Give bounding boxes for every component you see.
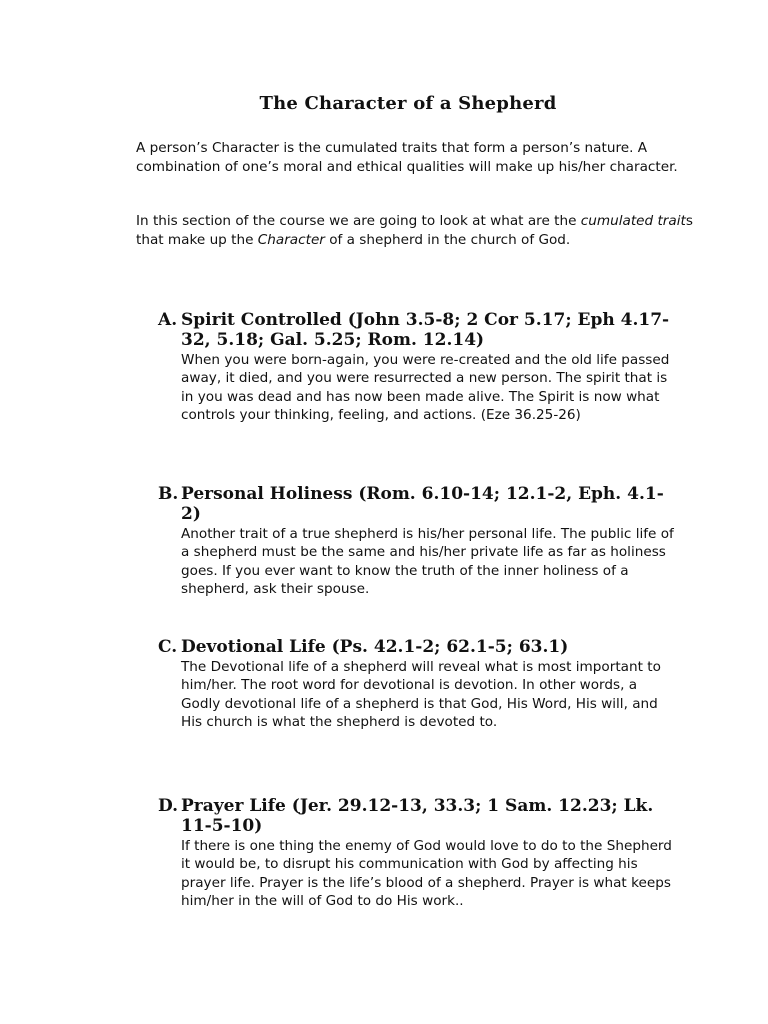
section-heading-text: Personal Holiness (Rom. 6.10-14; 12.1-2, Eph. 4.1-2) [181, 484, 664, 524]
section-personal-holiness [158, 484, 678, 598]
section-devotional-life [158, 637, 678, 731]
section-heading [158, 637, 678, 657]
section-heading-text: Devotional Life (Ps. 42.1-2; 62.1-5; 63.1) [181, 637, 569, 657]
section-heading [158, 310, 678, 350]
intro-emphasis-cumulated-traits: cumulated trait [580, 213, 686, 229]
document-title: The Character of a Shepherd [259, 93, 557, 114]
section-letter: D. [158, 796, 179, 816]
section-letter: C. [158, 637, 178, 657]
intro-emphasis-character: Character [257, 231, 325, 248]
section-heading [158, 484, 678, 524]
intro-paragraph-2 [136, 212, 696, 249]
section-body: When you were born-again, you were re-created and the old life passed away, it died, and you were resurrected a new person. The spirit that is in you was dead and has now been made alive. The Spirit is now what controls your thinking, feeling, and actions. (Eze 36.25-26) [181, 352, 670, 423]
intro-text-middle: s that make up the [136, 213, 693, 248]
section-prayer-life [158, 796, 678, 910]
section-heading-text: Spirit Controlled (John 3.5-8; 2 Cor 5.17; Eph 4.17-32, 5.18; Gal. 5.25; Rom. 12.14) [181, 310, 670, 350]
section-body: If there is one thing the enemy of God would love to do to the Shepherd it would be, to disrupt his communication with God by affecting his prayer life. Prayer is the life’s blood of a shepherd. Prayer is what keeps him/her in the will of God to do His work.. [181, 838, 672, 909]
section-letter: B. [158, 484, 179, 504]
intro-paragraph-1: A person’s Character is the cumulated traits that form a person’s nature. A combination of one’s moral and ethical qualities will make up his/her character. [136, 140, 678, 175]
section-body: The Devotional life of a shepherd will reveal what is most important to him/her. The root word for devotional is devotion. In other words, a Godly devotional life of a shepherd is that God, His Word, His will, and His church is what the shepherd is devoted to. [181, 659, 661, 730]
section-spirit-controlled [158, 310, 678, 424]
section-heading [158, 796, 678, 836]
intro-text-start: In this section of the course we are going to look at what are the [136, 213, 581, 229]
section-heading-text: Prayer Life (Jer. 29.12-13, 33.3; 1 Sam. 12.23; Lk. 11-5-10) [181, 796, 654, 836]
section-body: Another trait of a true shepherd is his/her personal life. The public life of a shepherd must be the same and his/her private life as far as holiness goes. If you ever want to know the truth of the inner holiness of a shepherd, ask their spouse. [181, 526, 674, 597]
intro-text-end: of a shepherd in the church of God. [324, 231, 571, 248]
section-letter: A. [158, 310, 178, 330]
